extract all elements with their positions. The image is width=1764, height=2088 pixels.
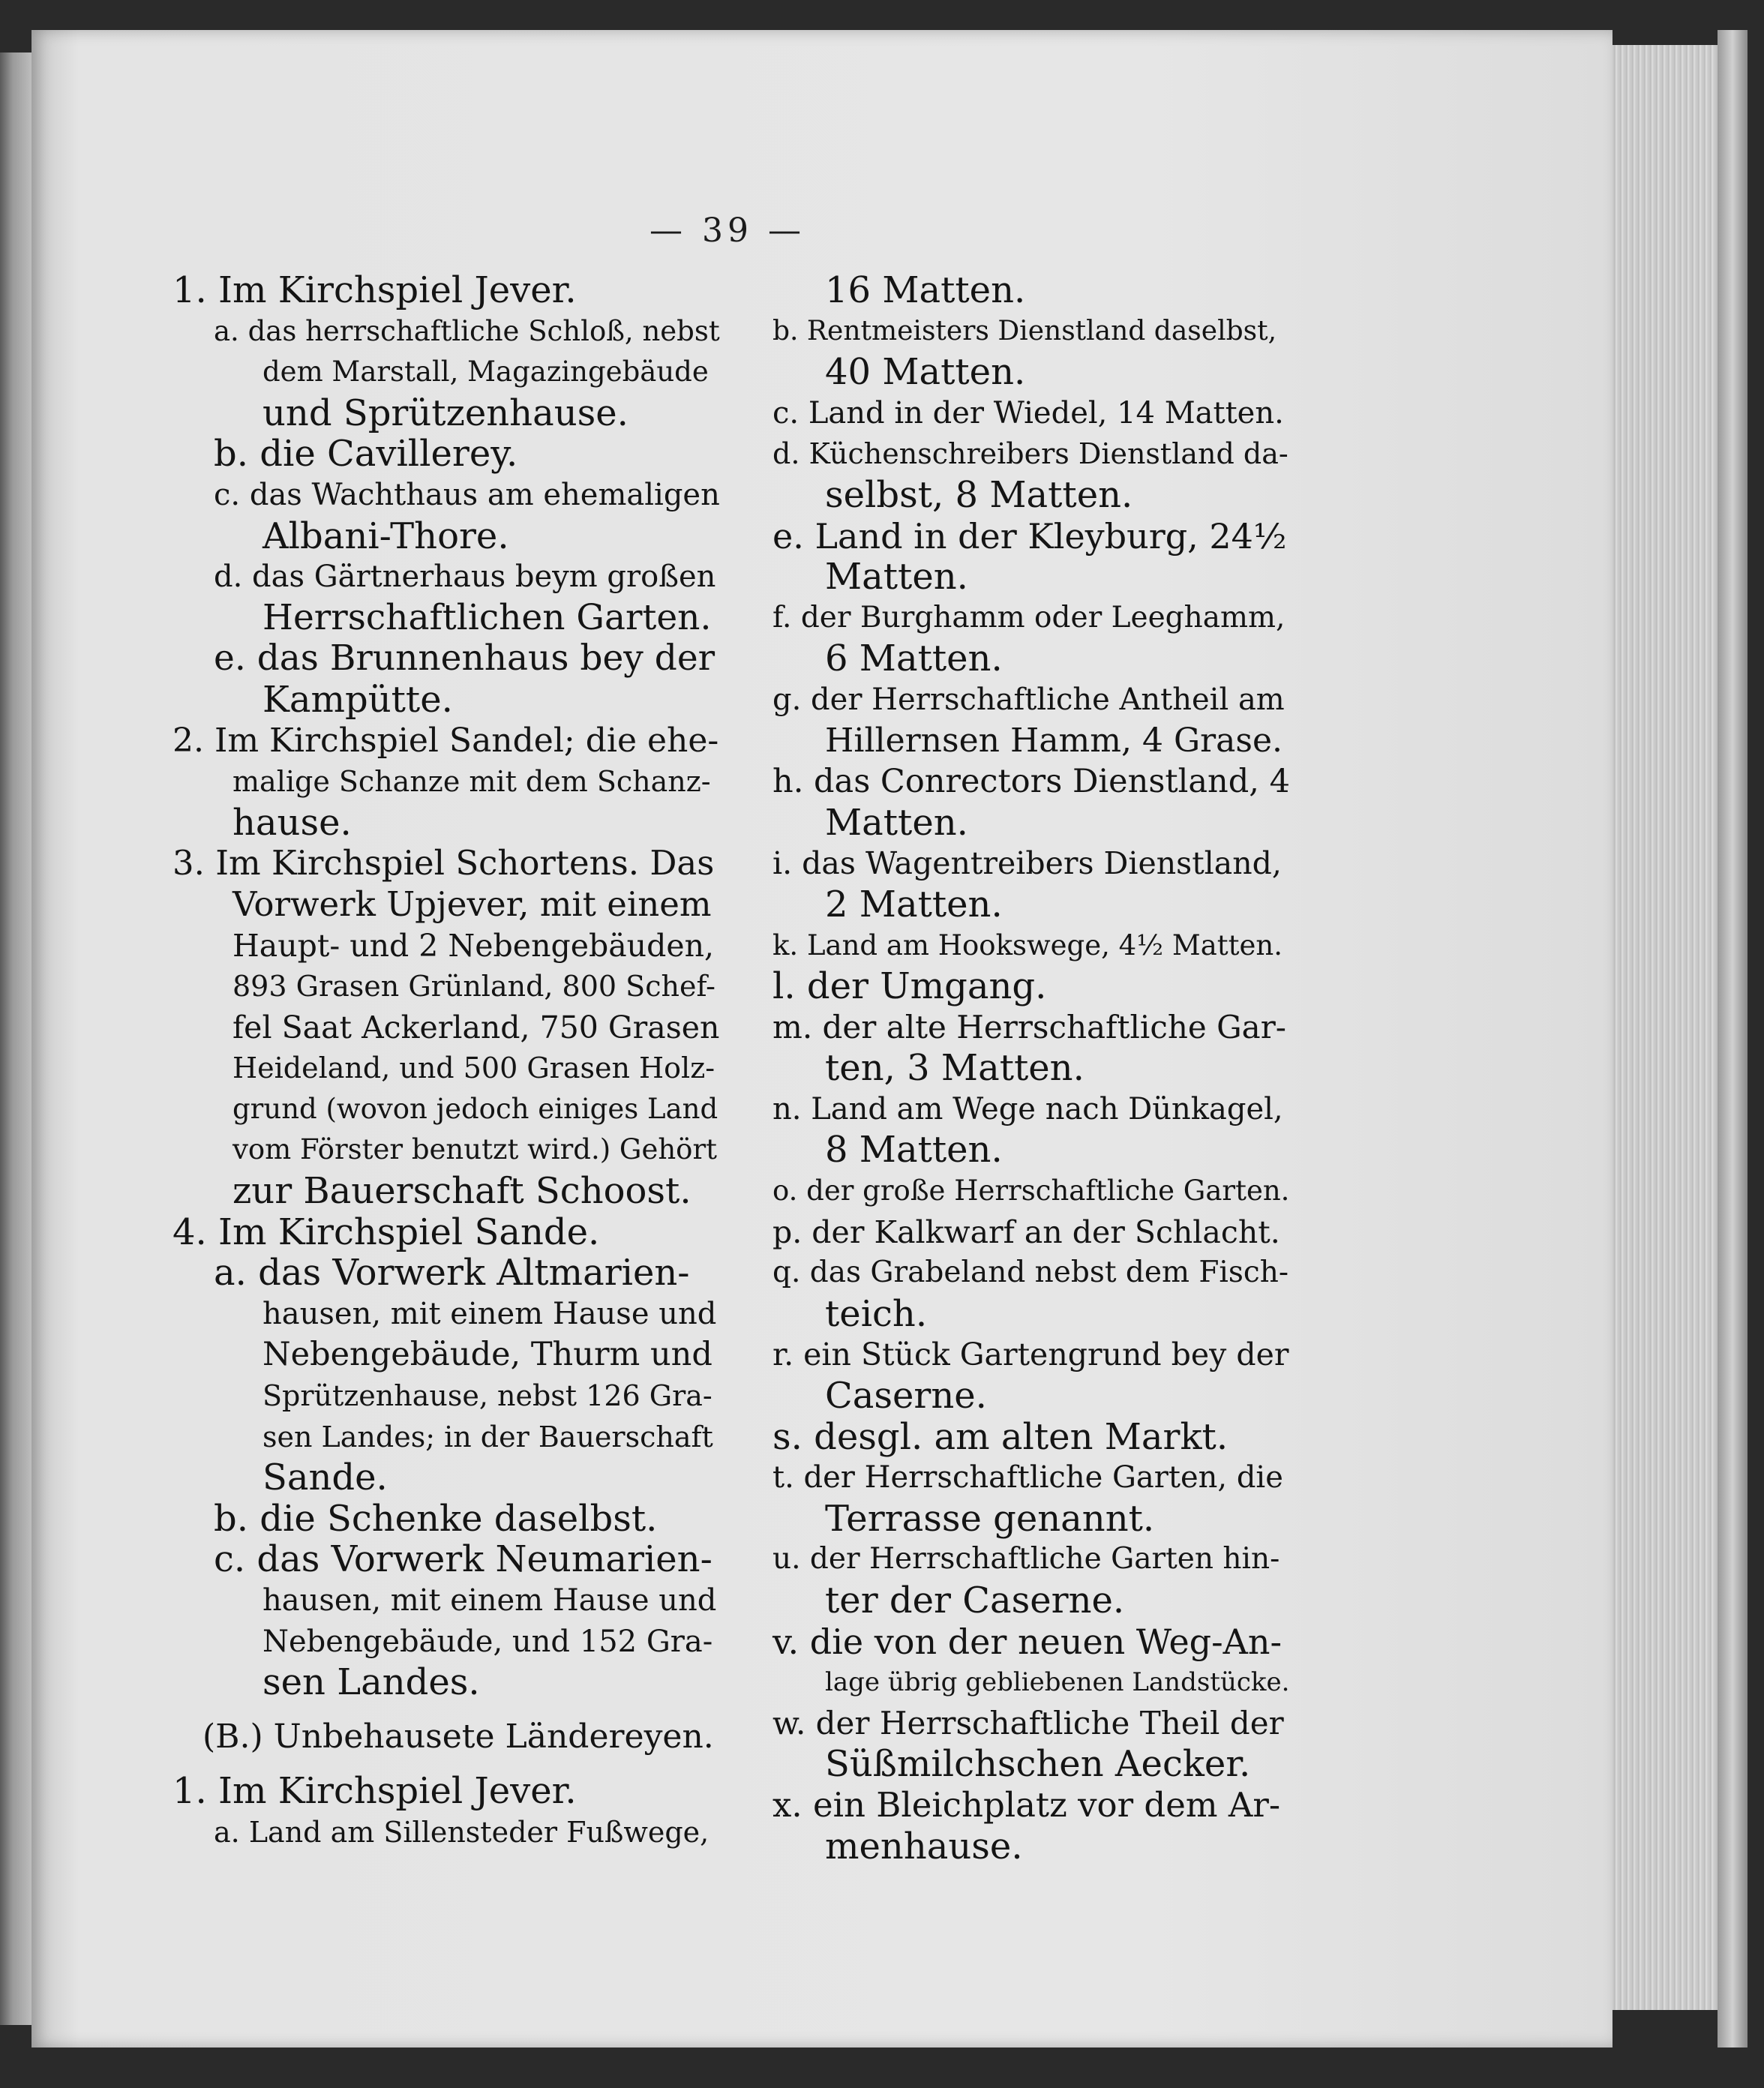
text-line: Kampütte.	[262, 678, 453, 721]
text-line: und Sprützenhause.	[262, 392, 628, 434]
text-line: l. der Umgang.	[772, 965, 1047, 1008]
text-line: sen Landes; in der Bauerschaft	[262, 1420, 713, 1454]
text-line: Terrasse genannt.	[825, 1497, 1155, 1540]
text-line: u. der Herrschaftliche Garten hin-	[772, 1542, 1280, 1576]
text-line: malige Schanze mit dem Schanz-	[232, 765, 711, 799]
text-line: 2 Matten.	[825, 883, 1003, 926]
text-line: o. der große Herrschaftliche Garten.	[772, 1174, 1290, 1208]
left-text-column	[172, 270, 720, 1853]
text-line: Vorwerk Upjever, mit einem	[232, 884, 712, 924]
text-line: 1. Im Kirchspiel Jever.	[172, 1770, 577, 1813]
text-line: teich.	[825, 1292, 928, 1335]
text-line: 16 Matten.	[825, 269, 1026, 311]
facing-page-edge	[0, 52, 32, 2025]
text-line: s. desgl. am alten Markt.	[772, 1415, 1228, 1458]
text-line: Albani-Thore.	[262, 514, 509, 557]
text-line: 8 Matten.	[825, 1129, 1003, 1172]
text-line: 893 Grasen Grünland, 800 Schef-	[232, 970, 716, 1004]
text-line: e. das Brunnenhaus bey der	[214, 638, 716, 680]
text-line: e. Land in der Kleyburg, 24½	[772, 515, 1287, 556]
page-number: — 39 —	[650, 212, 806, 250]
text-line: b. die Cavillerey.	[214, 433, 518, 476]
text-line: sen Landes.	[262, 1661, 480, 1704]
text-line: fel Saat Ackerland, 750 Grasen	[232, 1009, 720, 1046]
text-line: grund (wovon jedoch einiges Land	[232, 1092, 718, 1125]
text-line: c. Land in der Wiedel, 14 Matten.	[772, 395, 1284, 430]
text-line: b. Rentmeisters Dienstland daselbst,	[772, 315, 1277, 346]
text-line: Sprützenhause, nebst 126 Gra-	[262, 1379, 712, 1413]
text-line: a. das herrschaftliche Schloß, nebst	[214, 314, 720, 347]
text-line: Süßmilchschen Aecker.	[825, 1743, 1251, 1786]
text-line: f. der Burghamm oder Leeghamm,	[772, 600, 1286, 634]
text-line: v. die von der neuen Weg-An-	[772, 1621, 1282, 1662]
text-line: lage übrig gebliebenen Landstücke.	[825, 1667, 1290, 1698]
book-cover-edge	[1718, 30, 1748, 2048]
text-line: 6 Matten.	[825, 638, 1003, 680]
text-line: Caserne.	[825, 1375, 987, 1418]
text-line: 4. Im Kirchspiel Sande.	[172, 1210, 600, 1253]
text-line: zur Bauerschaft Schoost.	[232, 1170, 692, 1213]
text-line: t. der Herrschaftliche Garten, die	[772, 1460, 1283, 1496]
text-line: dem Marstall, Magazingebäude	[262, 356, 709, 388]
text-line: selbst, 8 Matten.	[825, 473, 1133, 516]
text-line: c. das Wachthaus am ehemaligen	[214, 477, 720, 512]
text-line: Hillernsen Hamm, 4 Grase.	[825, 721, 1282, 760]
text-line: Nebengebäude, Thurm und	[262, 1336, 712, 1374]
text-line: b. die Schenke daselbst.	[214, 1497, 658, 1540]
text-line: hausen, mit einem Hause und	[262, 1296, 717, 1331]
text-line: 1. Im Kirchspiel Jever.	[172, 269, 577, 311]
text-line: ter der Caserne.	[825, 1580, 1125, 1622]
text-line: w. der Herrschaftliche Theil der	[772, 1704, 1284, 1742]
text-line: Matten.	[825, 801, 968, 844]
section-heading: (B.) Unbehausete Ländereyen.	[202, 1717, 714, 1756]
text-line: Heideland, und 500 Grasen Holz-	[232, 1052, 716, 1085]
text-line: n. Land am Wege nach Dünkagel,	[772, 1091, 1283, 1126]
text-line: a. das Vorwerk Altmarien-	[214, 1252, 690, 1294]
text-line: hause.	[232, 801, 352, 844]
text-line: Herrschaftlichen Garten.	[262, 596, 712, 638]
text-line: hausen, mit einem Hause und	[262, 1583, 717, 1618]
text-line: d. das Gärtnerhaus beym großen	[214, 560, 716, 595]
text-line: x. ein Bleichplatz vor dem Ar-	[772, 1784, 1281, 1825]
text-line: menhause.	[825, 1825, 1023, 1868]
text-line: 2. Im Kirchspiel Sandel; die ehe-	[172, 721, 719, 760]
text-line: c. das Vorwerk Neumarien-	[214, 1538, 712, 1581]
text-line: Nebengebäude, und 152 Gra-	[262, 1624, 713, 1659]
right-text-column	[772, 270, 1290, 1867]
text-line: h. das Conrectors Dienstland, 4	[772, 763, 1290, 801]
text-line: Matten.	[825, 556, 968, 598]
text-line: m. der alte Herrschaftliche Gar-	[772, 1008, 1286, 1046]
text-line: 3. Im Kirchspiel Schortens. Das	[172, 843, 715, 884]
text-line: Haupt- und 2 Nebengebäuden,	[232, 927, 715, 964]
text-line: ten, 3 Matten.	[825, 1047, 1084, 1090]
text-line: k. Land am Hookswege, 4½ Matten.	[772, 928, 1282, 962]
text-line: vom Förster benutzt wird.) Gehört	[232, 1133, 718, 1166]
text-line: r. ein Stück Gartengrund bey der	[772, 1336, 1289, 1373]
text-line: a. Land am Sillensteder Fußwege,	[214, 1815, 710, 1849]
text-line: g. der Herrschaftliche Antheil am	[772, 682, 1285, 717]
text-line: i. das Wagentreibers Dienstland,	[772, 845, 1282, 882]
text-line: 40 Matten.	[825, 351, 1026, 394]
text-line: p. der Kalkwarf an der Schlacht.	[772, 1214, 1280, 1250]
text-line: d. Küchenschreibers Dienstland da-	[772, 437, 1288, 471]
text-line: q. das Grabeland nebst dem Fisch-	[772, 1256, 1289, 1290]
text-line: Sande.	[262, 1456, 388, 1499]
